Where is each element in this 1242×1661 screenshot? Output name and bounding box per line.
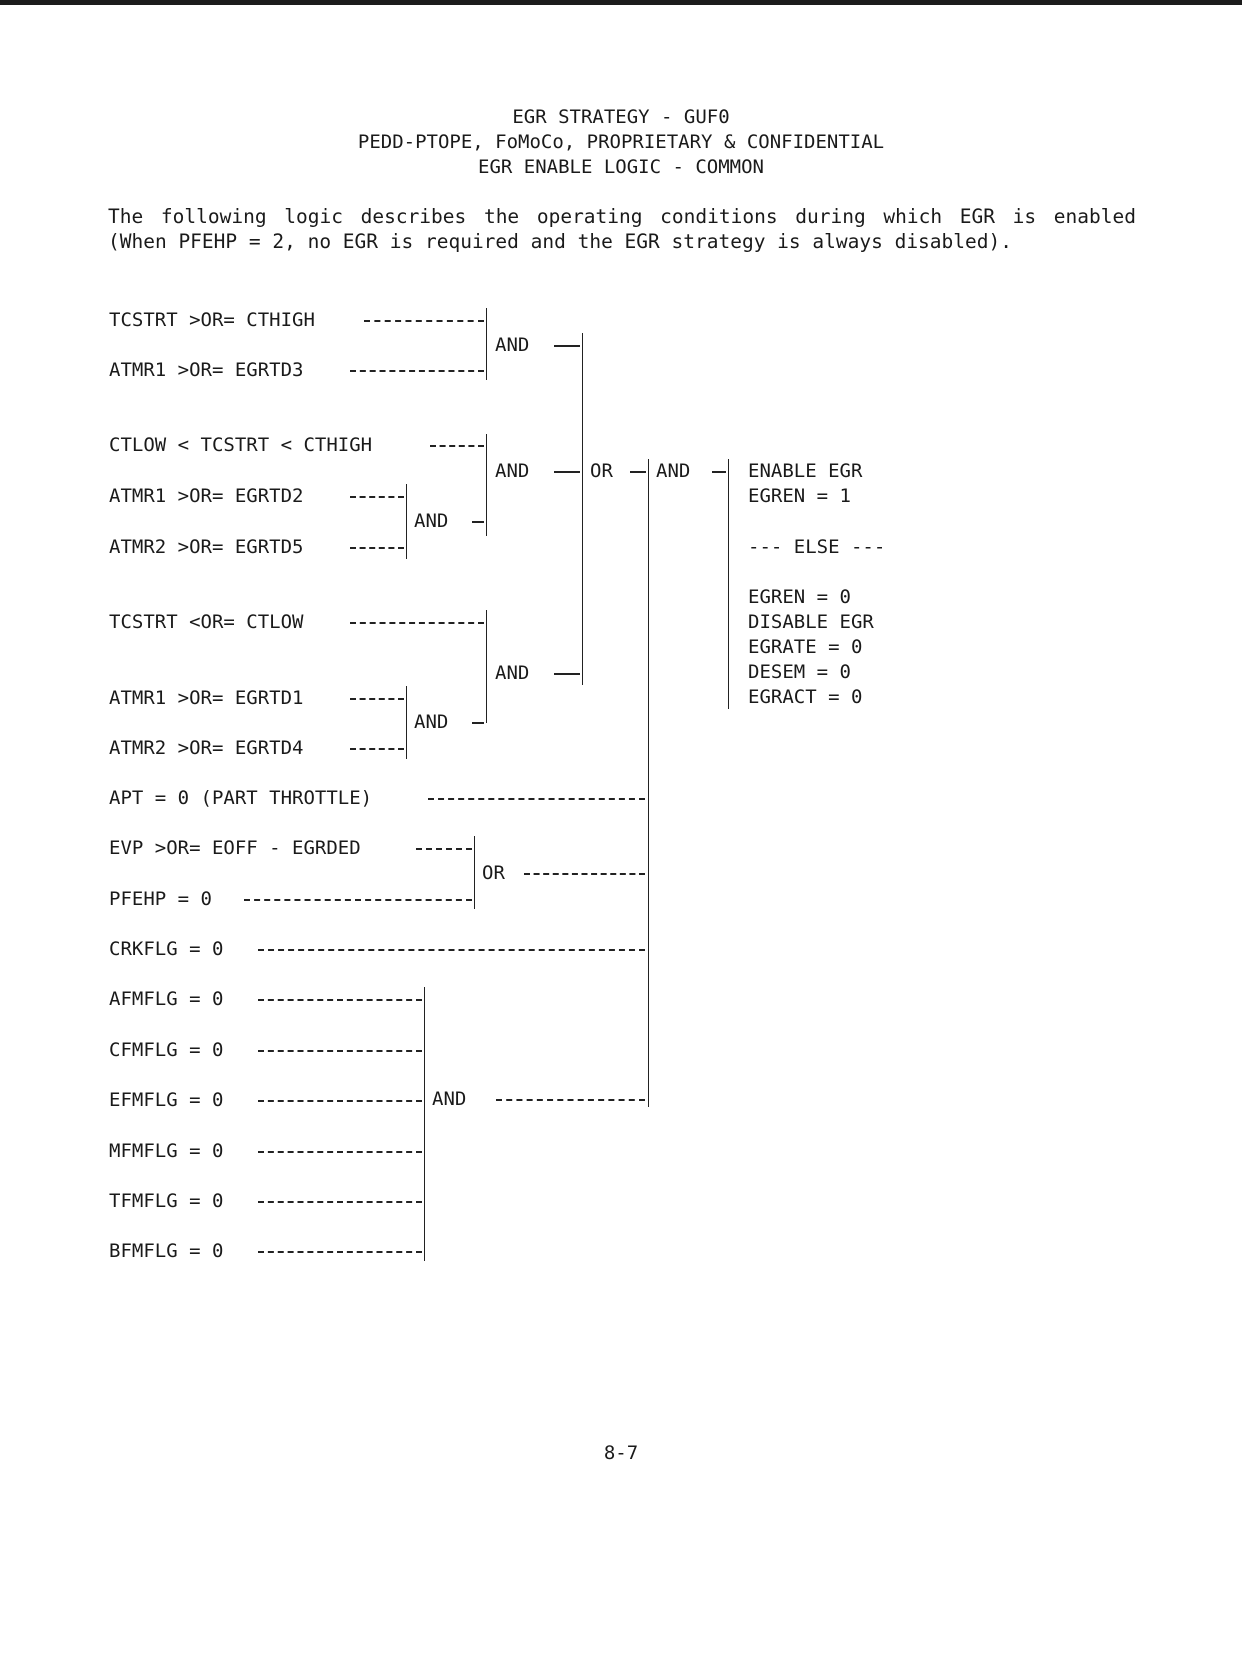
cond-efmflg: EFMFLG = 0 (109, 1089, 224, 1111)
connector-line (258, 1100, 422, 1102)
cond-bfmflg: BFMFLG = 0 (109, 1240, 224, 1262)
cond-atmr1-ge-egrtd3: ATMR1 >OR= EGRTD3 (109, 359, 304, 381)
cond-crkflg: CRKFLG = 0 (109, 938, 224, 960)
connector-line (486, 434, 487, 536)
connector-line (630, 471, 646, 473)
connector-line (728, 459, 729, 709)
cond-pfehp: PFEHP = 0 (109, 888, 212, 910)
or-gate-main: OR (590, 460, 613, 482)
connector-line (416, 848, 472, 850)
connector-line (582, 459, 583, 481)
connector-line (364, 320, 484, 322)
output-enable-egr: ENABLE EGR (748, 460, 863, 482)
and-gate-1: AND (495, 334, 530, 356)
output-else: --- ELSE --- (748, 536, 886, 558)
output-egren-1: EGREN = 1 (748, 485, 851, 507)
connector-line (648, 459, 649, 1107)
cond-atmr2-ge-egrtd4: ATMR2 >OR= EGRTD4 (109, 737, 304, 759)
connector-line (472, 521, 484, 523)
and-gate-4: AND (495, 662, 530, 684)
output-disable-egr: DISABLE EGR (748, 611, 874, 633)
output-egrate-0: EGRATE = 0 (748, 636, 863, 658)
connector-line (424, 987, 425, 1261)
output-egract-0: EGRACT = 0 (748, 686, 863, 708)
cond-tcstrt-le-ctlow: TCSTRT <OR= CTLOW (109, 611, 304, 633)
connector-line (258, 949, 645, 951)
connector-line (554, 471, 580, 473)
doc-title: EGR STRATEGY - GUF0 (512, 106, 730, 128)
cond-tfmflg: TFMFLG = 0 (109, 1190, 224, 1212)
connector-line (582, 333, 583, 685)
connector-line (258, 999, 422, 1001)
intro-paragraph: The following logic describes the operating conditions during which EGR is enabled (When PFEHP = 2, no EGR is required and the EGR strategy is always disabled). (108, 205, 1136, 253)
doc-subtitle-proprietary: PEDD-PTOPE, FoMoCo, PROPRIETARY & CONFIDENTIAL (357, 131, 885, 153)
cond-cfmflg: CFMFLG = 0 (109, 1039, 224, 1061)
output-egren-0: EGREN = 0 (748, 586, 851, 608)
connector-line (554, 345, 580, 347)
connector-line (350, 370, 484, 372)
connector-line (486, 610, 487, 723)
connector-line (350, 698, 404, 700)
and-gate-2: AND (495, 460, 530, 482)
and-gate-3: AND (414, 510, 449, 532)
cond-afmflg: AFMFLG = 0 (109, 988, 224, 1010)
connector-line (258, 1050, 422, 1052)
output-desem-0: DESEM = 0 (748, 661, 851, 683)
or-gate-evp-pfehp: OR (482, 862, 505, 884)
connector-line (258, 1151, 422, 1153)
cond-atmr1-ge-egrtd1: ATMR1 >OR= EGRTD1 (109, 687, 304, 709)
doc-section-title: EGR ENABLE LOGIC - COMMON (478, 156, 764, 178)
connector-line (474, 836, 475, 909)
cond-ctlow-tcstrt-cthigh: CTLOW < TCSTRT < CTHIGH (109, 434, 373, 456)
connector-line (350, 622, 484, 624)
cond-tcstrt-ge-cthigh: TCSTRT >OR= CTHIGH (109, 309, 315, 331)
connector-line (430, 445, 484, 447)
cond-evp: EVP >OR= EOFF - EGRDED (109, 837, 361, 859)
cond-apt-part-throttle: APT = 0 (PART THROTTLE) (109, 787, 373, 809)
connector-line (428, 798, 645, 800)
connector-line (406, 484, 407, 559)
connector-line (524, 873, 645, 875)
connector-line (350, 496, 404, 498)
and-gate-fault-flags: AND (432, 1088, 467, 1110)
connector-line (472, 722, 484, 724)
connector-line (244, 899, 472, 901)
connector-line (258, 1251, 422, 1253)
connector-line (712, 471, 726, 473)
page-number: 8-7 (603, 1442, 639, 1464)
connector-line (486, 308, 487, 380)
top-border (0, 0, 1242, 5)
and-gate-5: AND (414, 711, 449, 733)
connector-line (258, 1201, 422, 1203)
cond-atmr2-ge-egrtd5: ATMR2 >OR= EGRTD5 (109, 536, 304, 558)
and-gate-final: AND (656, 460, 691, 482)
cond-atmr1-ge-egrtd2: ATMR1 >OR= EGRTD2 (109, 485, 304, 507)
connector-line (350, 547, 404, 549)
cond-mfmflg: MFMFLG = 0 (109, 1140, 224, 1162)
connector-line (496, 1099, 645, 1101)
connector-line (350, 748, 404, 750)
connector-line (406, 686, 407, 759)
connector-line (554, 673, 580, 675)
